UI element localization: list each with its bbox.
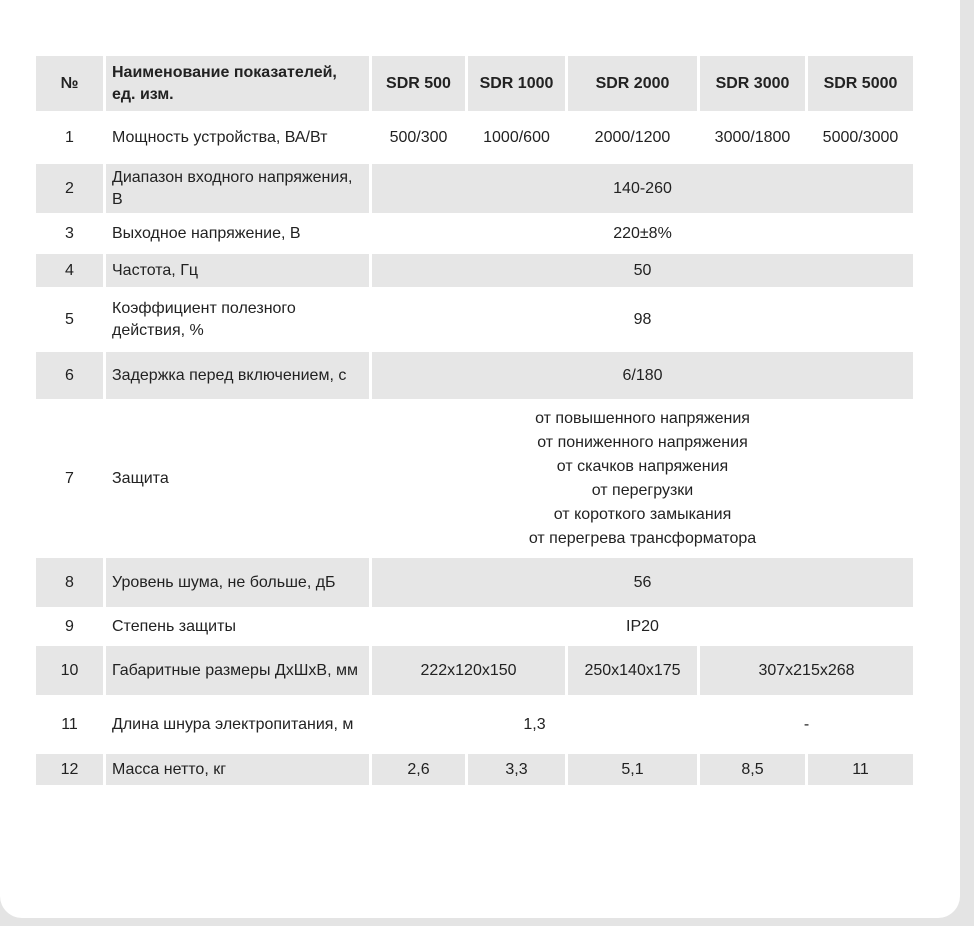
- row-value: IP20: [372, 610, 916, 646]
- row-num: 11: [36, 698, 106, 754]
- row-value: 2000/1200: [568, 114, 700, 164]
- row-name: Мощность устройства, ВА/Вт: [106, 114, 372, 164]
- protection-item: от перегрева трансформатора: [528, 529, 757, 547]
- row-value: 6/180: [372, 352, 916, 402]
- header-model: SDR 500: [372, 56, 468, 114]
- header-model: SDR 3000: [700, 56, 808, 114]
- row-value: 2,6: [372, 754, 468, 788]
- row-num: 9: [36, 610, 106, 646]
- row-name: Выходное напряжение, В: [106, 216, 372, 254]
- table-row: [36, 402, 916, 558]
- row-num: 10: [36, 646, 106, 698]
- row-name: Диапазон входного напряжения, В: [106, 164, 372, 216]
- row-value: 5,1: [568, 754, 700, 788]
- table-row: [36, 290, 916, 352]
- table-row: [36, 610, 916, 646]
- row-value: 50: [372, 254, 916, 290]
- table-row: [36, 754, 916, 788]
- header-row: [36, 56, 916, 114]
- table-row: [36, 698, 916, 754]
- row-num: 7: [36, 402, 106, 558]
- row-num: 3: [36, 216, 106, 254]
- row-name: Степень защиты: [106, 610, 372, 646]
- spec-table: [36, 56, 916, 788]
- protection-item: от повышенного напряжения: [535, 409, 750, 427]
- row-value: 8,5: [700, 754, 808, 788]
- row-name: Длина шнура электропитания, м: [106, 698, 372, 754]
- row-name: Масса нетто, кг: [106, 754, 372, 788]
- row-value: 222x120x150: [372, 646, 568, 698]
- row-value: 56: [372, 558, 916, 610]
- row-num: 4: [36, 254, 106, 290]
- row-value: 3,3: [468, 754, 568, 788]
- header-model: SDR 5000: [808, 56, 916, 114]
- row-name: Уровень шума, не больше, дБ: [106, 558, 372, 610]
- row-num: 5: [36, 290, 106, 352]
- protection-item: от скачков напряжения: [556, 457, 729, 475]
- table-row: [36, 114, 916, 164]
- row-num: 8: [36, 558, 106, 610]
- row-value: 140-260: [372, 164, 916, 216]
- header-model: SDR 1000: [468, 56, 568, 114]
- row-name: Задержка перед включением, с: [106, 352, 372, 402]
- row-value: 3000/1800: [700, 114, 808, 164]
- row-value: 220±8%: [372, 216, 916, 254]
- row-name: Коэффициент полезного действия, %: [106, 290, 372, 352]
- protection-item: от пониженного напряжения: [537, 433, 748, 451]
- protection-item: от короткого замыкания: [553, 505, 732, 523]
- row-name: Габаритные размеры ДхШхВ, мм: [106, 646, 372, 698]
- row-num: 6: [36, 352, 106, 402]
- row-value: -: [700, 698, 916, 754]
- table-row: [36, 164, 916, 216]
- row-value: 98: [372, 290, 916, 352]
- table-row: [36, 352, 916, 402]
- table-row: [36, 646, 916, 698]
- row-value: 1,3: [372, 698, 700, 754]
- row-name: Защита: [106, 402, 372, 558]
- header-num: №: [36, 56, 106, 114]
- row-num: 12: [36, 754, 106, 788]
- row-value: 307x215x268: [700, 646, 916, 698]
- table-row: [36, 558, 916, 610]
- protection-item: от перегрузки: [591, 481, 694, 499]
- row-value: 250x140x175: [568, 646, 700, 698]
- protection-list: [372, 402, 916, 558]
- table-row: [36, 216, 916, 254]
- row-value: 5000/3000: [808, 114, 916, 164]
- row-num: 1: [36, 114, 106, 164]
- header-name: Наименование показателей, ед. изм.: [106, 56, 372, 114]
- row-value: 11: [808, 754, 916, 788]
- row-value: 1000/600: [468, 114, 568, 164]
- row-num: 2: [36, 164, 106, 216]
- row-value: 500/300: [372, 114, 468, 164]
- header-model: SDR 2000: [568, 56, 700, 114]
- row-name: Частота, Гц: [106, 254, 372, 290]
- table-row: [36, 254, 916, 290]
